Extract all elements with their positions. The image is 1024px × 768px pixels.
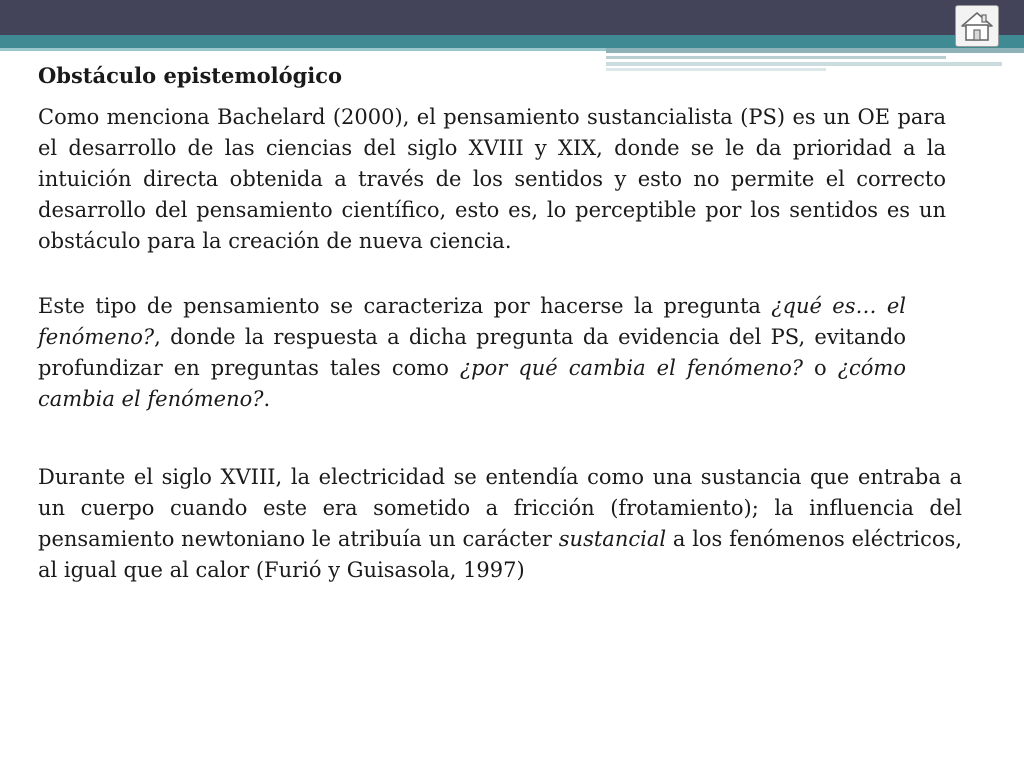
paragraph-question-type (38, 291, 906, 415)
home-icon (960, 10, 994, 42)
paragraph-text: Este tipo de pensamiento se caracteriza por hacerse la pregunta (38, 294, 772, 318)
header-accent-band (0, 35, 1024, 48)
paragraph-text: . (263, 387, 271, 411)
paragraph-text: a los fenómenos eléctricos, al igual que al calor (Furió y Guisasola, 1997) (38, 527, 962, 582)
paragraph-bachelard: Como menciona Bachelard (2000), el pensamiento sustancialista (PS) es un OE para el desarrollo de las ciencias del siglo XVIII y XIX, donde se le da prioridad a la intuición directa obtenida a través de los sentidos y esto no permite el correcto desarrollo del pensamiento científico, esto es, lo perceptible por los sentidos es un obstáculo para la creación de nueva ciencia. (38, 105, 946, 253)
home-button[interactable] (955, 5, 999, 47)
decorative-rule (606, 48, 1024, 53)
decorative-rule (606, 62, 1002, 66)
slide-title: Obstáculo epistemológico (38, 63, 343, 88)
question-why-changes: ¿por qué cambia el fenómeno? (459, 356, 804, 380)
decorative-rule (606, 68, 826, 71)
question-how-changes: ¿cómo cambia el fenómeno? (38, 356, 906, 411)
term-sustancial: sustancial (558, 527, 667, 551)
paragraph-electricity (38, 462, 962, 586)
question-what-is: ¿qué es… el fenómeno? (38, 294, 907, 349)
paragraph-text: o (803, 356, 838, 380)
paragraph-text: Durante el siglo XVIII, la electricidad se entendía como una sustancia que entraba a un cuerpo cuando este era sometido a fricción (frotamiento); la influencia del pensamiento newtoniano le atribuía un carácter (38, 465, 962, 551)
decorative-rule (606, 56, 946, 59)
paragraph-text: , donde la respuesta a dicha pregunta da evidencia del PS, evitando profundizar en preguntas tales como (38, 325, 906, 380)
header-bar (0, 0, 1024, 35)
header-accent-line (0, 48, 606, 51)
